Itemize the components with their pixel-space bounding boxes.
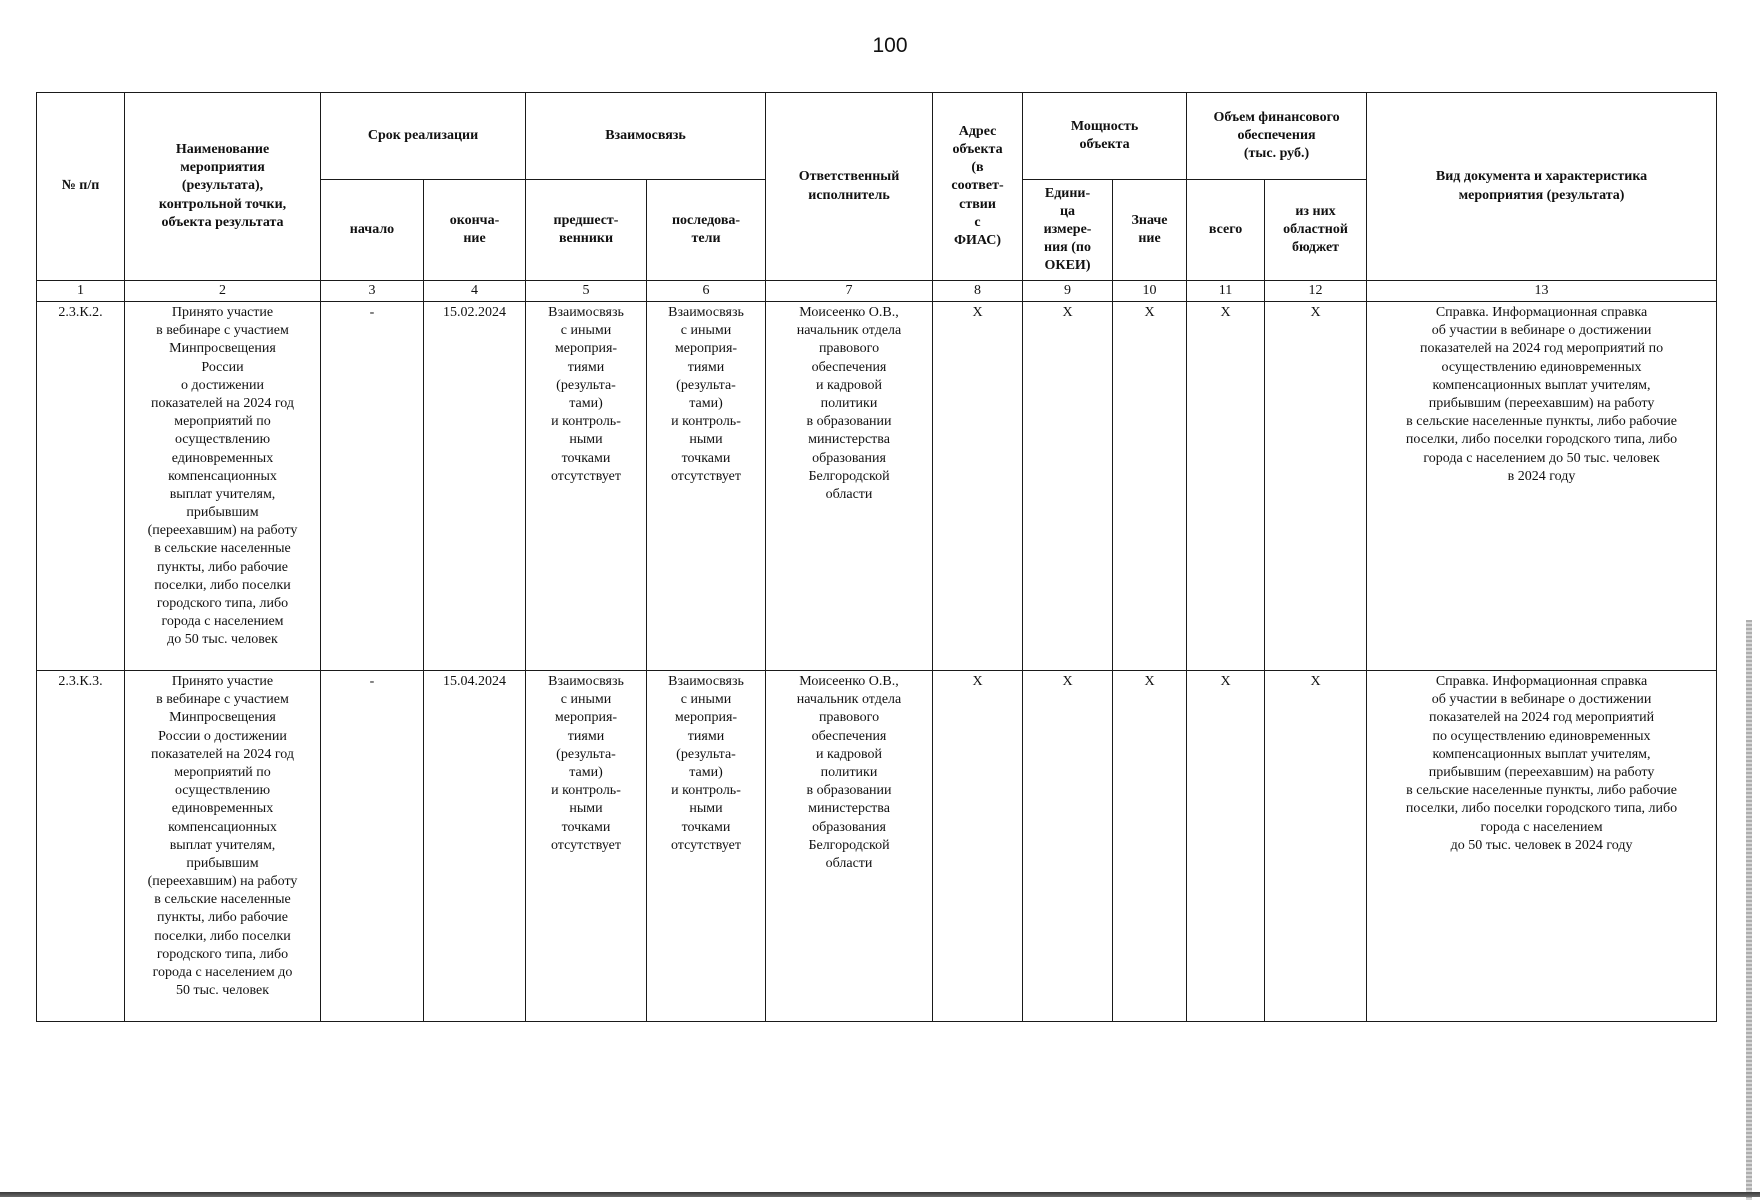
row-unit: X <box>1023 302 1113 671</box>
column-number: 11 <box>1187 281 1265 302</box>
row-finance-total: X <box>1187 671 1265 1022</box>
row-address: X <box>933 302 1023 671</box>
header-relation: Взаимосвязь <box>526 93 766 180</box>
column-number: 12 <box>1265 281 1367 302</box>
column-number: 1 <box>37 281 125 302</box>
row-successors: Взаимосвязь с иными мероприя- тиями (результа- тами) и контроль- ными точками отсутствует <box>647 671 766 1022</box>
row-value: X <box>1113 671 1187 1022</box>
header-capacity-value: Значе ние <box>1113 180 1187 281</box>
table-row <box>37 302 1717 671</box>
row-address: X <box>933 671 1023 1022</box>
header-finance-regional: из них областной бюджет <box>1265 180 1367 281</box>
row-start: - <box>321 671 424 1022</box>
header-responsible: Ответственный исполнитель <box>766 93 933 281</box>
column-number: 3 <box>321 281 424 302</box>
row-name: Принято участие в вебинаре с участием Минпросвещения России о достижении показателей на 2024 год мероприятий по осуществлению единовременных компенсационных выплат учителям, прибывшим (переехавшим) на работу в сельские населенные пункты, либо рабочие поселки, либо поселки городского типа, либо города с населением до 50 тыс. человек <box>125 302 321 671</box>
header-relation-next: последова- тели <box>647 180 766 281</box>
header-relation-prev: предшест- венники <box>526 180 647 281</box>
header-finance-total: всего <box>1187 180 1265 281</box>
header-capacity-unit: Едини- ца измере- ния (по ОКЕИ) <box>1023 180 1113 281</box>
row-name: Принято участие в вебинаре с участием Минпросвещения России о достижении показателей на 2024 год мероприятий по осуществлению единовременных компенсационных выплат учителям, прибывшим (переехавшим) на работу в сельские населенные пункты, либо рабочие поселки, либо поселки городского типа, либо города с населением до 50 тыс. человек <box>125 671 321 1022</box>
row-finance-regional: X <box>1265 671 1367 1022</box>
column-number: 4 <box>424 281 526 302</box>
header-address: Адрес объекта (в соответ- ствии с ФИАС) <box>933 93 1023 281</box>
row-responsible: Моисеенко О.В., начальник отдела правового обеспечения и кадровой политики в образовании министерства образования Белгородской области <box>766 671 933 1022</box>
header-name: Наименование мероприятия (результата), контрольной точки, объекта результата <box>125 93 321 281</box>
row-successors: Взаимосвязь с иными мероприя- тиями (результа- тами) и контроль- ными точками отсутствует <box>647 302 766 671</box>
row-finance-total: X <box>1187 302 1265 671</box>
header-capacity: Мощность объекта <box>1023 93 1187 180</box>
row-predecessors: Взаимосвязь с иными мероприя- тиями (результа- тами) и контроль- ными точками отсутствует <box>526 302 647 671</box>
column-number: 10 <box>1113 281 1187 302</box>
row-number: 2.3.К.3. <box>37 671 125 1022</box>
scan-bottom-line <box>0 1192 1760 1197</box>
header-period: Срок реализации <box>321 93 526 180</box>
row-start: - <box>321 302 424 671</box>
header-period-start: начало <box>321 180 424 281</box>
table-row <box>37 671 1717 1022</box>
column-number: 13 <box>1367 281 1717 302</box>
header-doc: Вид документа и характеристика мероприятия (результата) <box>1367 93 1717 281</box>
row-responsible: Моисеенко О.В., начальник отдела правового обеспечения и кадровой политики в образовании министерства образования Белгородской области <box>766 302 933 671</box>
row-value: X <box>1113 302 1187 671</box>
column-number: 6 <box>647 281 766 302</box>
row-end: 15.02.2024 <box>424 302 526 671</box>
row-document: Справка. Информационная справка об участии в вебинаре о достижении показателей на 2024 год мероприятий по осуществлению единовременных компенсационных выплат учителям, прибывшим (переехавшим) на работу в сельские населенные пункты, либо рабочие поселки, либо поселки городского типа, либо города с населением до 50 тыс. человек в 2024 году <box>1367 302 1717 671</box>
column-number: 9 <box>1023 281 1113 302</box>
row-predecessors: Взаимосвязь с иными мероприя- тиями (результа- тами) и контроль- ными точками отсутствует <box>526 671 647 1022</box>
row-finance-regional: X <box>1265 302 1367 671</box>
header-period-end: оконча- ние <box>424 180 526 281</box>
column-number: 7 <box>766 281 933 302</box>
column-number: 8 <box>933 281 1023 302</box>
row-document: Справка. Информационная справка об участии в вебинаре о достижении показателей на 2024 год мероприятий по осуществлению единовременных компенсационных выплат учителям, прибывшим (переехавшим) на работу в сельские населенные пункты, либо рабочие поселки, либо поселки городского типа, либо города с населением до 50 тыс. человек в 2024 году <box>1367 671 1717 1022</box>
header-num: № п/п <box>37 93 125 281</box>
row-end: 15.04.2024 <box>424 671 526 1022</box>
header-finance: Объем финансового обеспечения (тыс. руб.) <box>1187 93 1367 180</box>
scan-edge-artifact <box>1746 620 1752 1200</box>
page-number: 100 <box>872 34 908 57</box>
row-number: 2.3.К.2. <box>37 302 125 671</box>
header-row-top <box>37 93 1717 180</box>
column-number-row <box>37 281 1717 302</box>
plan-table <box>36 92 1717 1022</box>
column-number: 5 <box>526 281 647 302</box>
row-unit: X <box>1023 671 1113 1022</box>
column-number: 2 <box>125 281 321 302</box>
